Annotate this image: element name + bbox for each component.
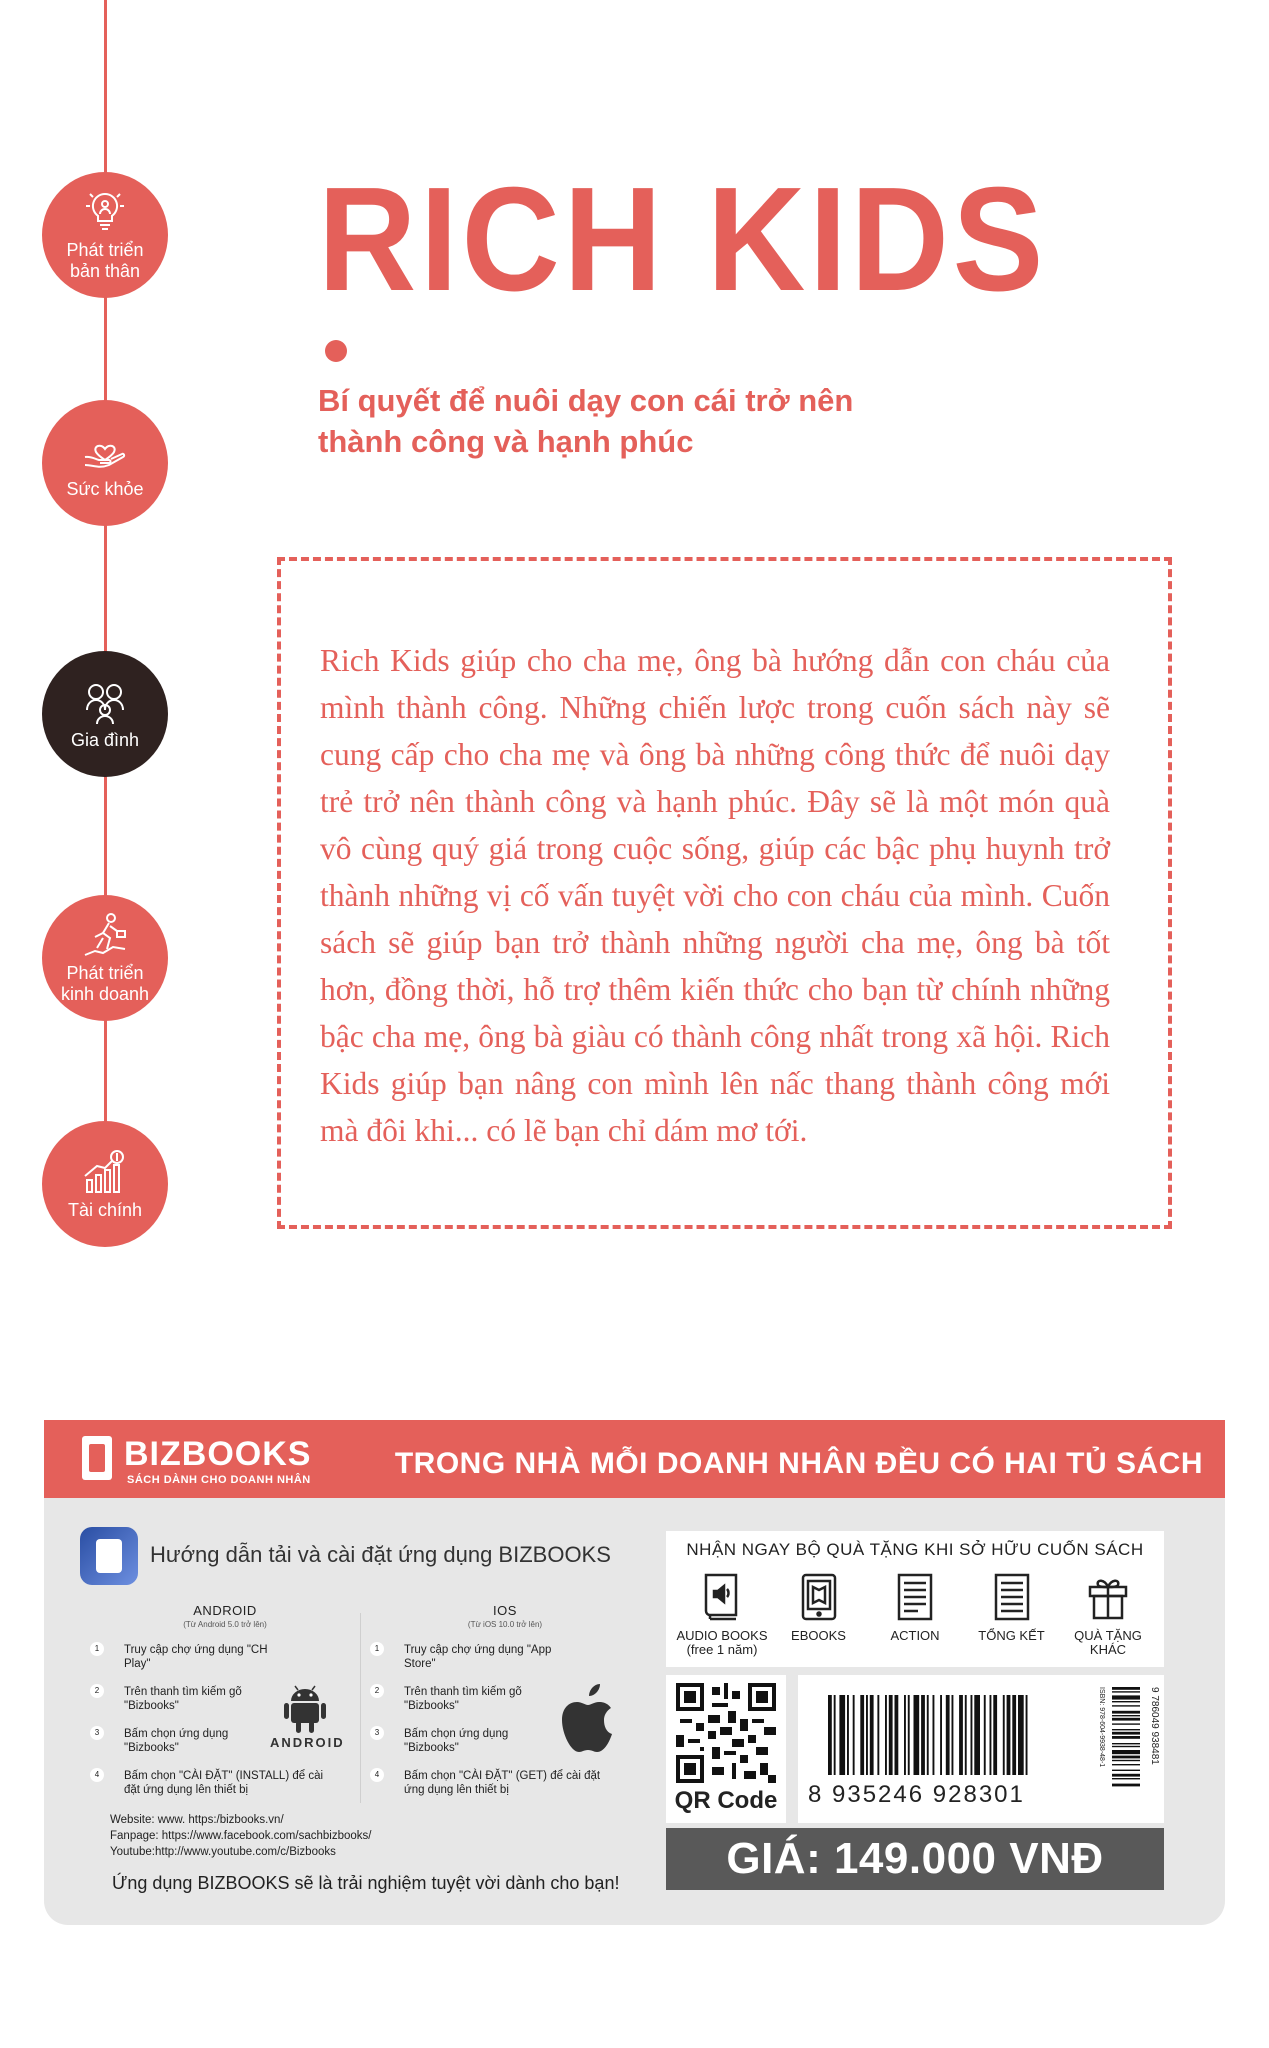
android-robot-icon <box>282 1683 328 1735</box>
isbn-bar <box>1112 1729 1140 1730</box>
android-step: 3 Bấm chọn ứng dụng "Bizbooks" <box>90 1727 280 1755</box>
ios-step: 2 Trên thanh tìm kiếm gõ "Bizbooks" <box>370 1685 560 1713</box>
book-subtitle: Bí quyết để nuôi dạy con cái trở nên thành công và hạnh phúc <box>318 383 854 459</box>
gift-item-summary <box>964 1571 1060 1657</box>
gift-item-audiobooks <box>674 1571 770 1657</box>
running-businessman-icon <box>81 911 129 959</box>
ios-step: 3 Bấm chọn ứng dụng "Bizbooks" <box>370 1727 560 1755</box>
isbn-digits: 9 786049 938481 <box>1149 1687 1160 1765</box>
barcode-bar <box>952 1695 954 1775</box>
isbn-bar <box>1112 1732 1140 1735</box>
isbn-bar <box>1112 1718 1140 1721</box>
barcode-bar <box>946 1695 950 1775</box>
youtube-link[interactable]: Youtube:http://www.youtube.com/c/Bizbooks <box>110 1846 336 1858</box>
isbn-bar <box>1112 1750 1140 1754</box>
price-bar <box>666 1828 1164 1890</box>
category-label: Phát triển bản thân <box>66 240 144 281</box>
android-title: ANDROID <box>193 1603 257 1618</box>
category-finance <box>42 1121 168 1247</box>
barcode-bar <box>895 1695 899 1775</box>
barcode-bar <box>959 1695 963 1775</box>
qr-code-icon[interactable] <box>676 1683 776 1783</box>
isbn-bar <box>1112 1760 1140 1761</box>
bizbooks-app-icon <box>80 1527 138 1585</box>
isbn-bar <box>1112 1770 1140 1771</box>
isbn-bar <box>1112 1784 1140 1787</box>
family-icon <box>81 678 129 726</box>
barcode-bar <box>914 1695 920 1775</box>
barcode-bar <box>908 1695 910 1775</box>
barcode-bar <box>904 1695 906 1775</box>
brand-name: BIZBOOKS <box>124 1435 312 1473</box>
isbn-bar <box>1112 1756 1140 1759</box>
gift-label: QUÀ TẶNG KHÁC <box>1074 1628 1142 1657</box>
barcode-bar <box>870 1695 874 1775</box>
gift-label: TỔNG KẾT <box>978 1628 1045 1643</box>
barcode-bar <box>877 1695 879 1775</box>
barcode-bar <box>853 1695 855 1775</box>
android-logo <box>270 1683 345 1750</box>
ebook-icon <box>797 1571 841 1623</box>
summary-document-icon <box>990 1571 1034 1623</box>
barcode-bar <box>889 1695 893 1775</box>
barcode-bar <box>921 1695 925 1775</box>
barcode-bar <box>1003 1695 1005 1775</box>
apple-icon <box>558 1680 624 1756</box>
barcode-bar <box>933 1695 935 1775</box>
isbn-bar <box>1112 1715 1140 1716</box>
barcode-bar <box>971 1695 973 1775</box>
isbn-bar <box>1112 1711 1140 1714</box>
barcode-bar <box>1007 1695 1011 1775</box>
barcode-bar <box>828 1695 832 1775</box>
barcode-bar <box>866 1695 868 1775</box>
android-wordmark: ANDROID <box>270 1735 345 1750</box>
brand-tagline: SÁCH DÀNH CHO DOANH NHÂN <box>127 1474 311 1486</box>
heart-hand-icon <box>81 427 129 475</box>
barcode-bar <box>927 1695 929 1775</box>
barcode-bar <box>1018 1695 1024 1775</box>
gift-items <box>674 1571 1156 1657</box>
bizbooks-logo-icon <box>82 1436 112 1480</box>
isbn-bar <box>1112 1695 1140 1699</box>
barcode-bar <box>990 1695 992 1775</box>
isbn-bar <box>1112 1687 1140 1690</box>
category-label: Tài chính <box>67 1199 143 1220</box>
gift-label: EBOOKS <box>791 1628 846 1643</box>
barcode-digits: 8 935246 928301 <box>808 1781 1025 1808</box>
qr-code-box <box>666 1675 786 1823</box>
isbn-bar <box>1112 1701 1140 1702</box>
isbn-bar <box>1112 1705 1140 1706</box>
barcode-bar <box>965 1695 967 1775</box>
publisher-links <box>110 1812 371 1860</box>
action-document-icon <box>893 1571 937 1623</box>
isbn-bar <box>1112 1743 1140 1744</box>
gift-title: NHẬN NGAY BỘ QUÀ TẶNG KHI SỞ HỮU CUỐN SÁCH <box>686 1540 1144 1559</box>
isbn-bar <box>1112 1691 1140 1692</box>
ios-step: 4 Bấm chọn "CÀI ĐẶT" (GET) để cài đặt ứng dụng lên thiết bị <box>370 1769 620 1797</box>
android-step: 1 Truy cập chợ ứng dụng "CH Play" <box>90 1643 280 1671</box>
lightbulb-person-icon <box>81 188 129 236</box>
android-step: 2 Trên thanh tìm kiếm gõ "Bizbooks" <box>90 1685 280 1713</box>
barcode-bar <box>885 1695 887 1775</box>
isbn-bar <box>1112 1746 1140 1747</box>
isbn-bar <box>1112 1778 1140 1779</box>
category-self-development <box>42 172 168 298</box>
isbn-barcode <box>1094 1683 1160 1819</box>
barcode-box <box>798 1675 1164 1823</box>
app-note: Ứng dụng BIZBOOKS sẽ là trải nghiệm tuyệt vời dành cho bạn! <box>112 1873 620 1893</box>
android-min-version: (Từ Android 5.0 trở lên) <box>183 1620 267 1629</box>
category-health <box>42 400 168 526</box>
gift-item-other <box>1060 1571 1156 1657</box>
book-description: Rich Kids giúp cho cha mẹ, ông bà hướng dẫn con cháu của mình thành công. Những chiến lược trong cuốn sách này sẽ cung cấp cho cha mẹ và ông bà những công thức để nuôi dạy trẻ trở nên thành công và hạnh phúc. Đây sẽ là một món quà vô cùng quý giá trong cuộc sống, giúp các bậc phụ huynh trở thành những vị cố vấn tuyệt vời cho con cháu của mình. Cuốn sách sẽ giúp bạn trở thành những người cha mẹ, ông bà tốt hơn, đồng thời, hỗ trợ thêm kiến thức cho bạn từ chính những bậc cha mẹ, ông bà giàu có thành công nhất trong xã hội. Rich Kids giúp bạn nâng con mình lên nấc thang thành công mới mà đôi khi... có lẽ bạn chỉ dám mơ tới. <box>320 643 1110 1148</box>
barcode-bar <box>834 1695 836 1775</box>
apple-logo <box>558 1680 624 1761</box>
price-text: GIÁ: 149.000 VNĐ <box>726 1834 1104 1883</box>
ios-min-version: (Từ iOS 10.0 trở lên) <box>467 1620 543 1629</box>
category-label: Gia đình <box>70 729 140 750</box>
os-divider <box>360 1613 361 1803</box>
barcode-bar <box>847 1695 849 1775</box>
gift-label: AUDIO BOOKS (free 1 năm) <box>676 1628 768 1657</box>
brand-slogan: TRONG NHÀ MỖI DOANH NHÂN ĐỀU CÓ HAI TỦ SÁCH <box>394 1447 1203 1480</box>
barcode-bar <box>1026 1695 1028 1775</box>
audiobook-icon <box>700 1571 744 1623</box>
gift-box <box>666 1531 1164 1667</box>
fanpage-link[interactable]: Fanpage: https://www.facebook.com/sachbizbooks/ <box>110 1830 372 1842</box>
android-step: 4 Bấm chọn "CÀI ĐẶT" (INSTALL) để cài đặt ứng dụng lên thiết bị <box>90 1769 340 1797</box>
isbn-barcode-bars <box>1094 1683 1160 1819</box>
qr-code-label: QR Code <box>674 1787 778 1814</box>
barcode-bar <box>940 1695 942 1775</box>
book-title: RICH KIDS <box>318 157 1048 322</box>
gift-label: ACTION <box>890 1628 940 1643</box>
ios-title: IOS <box>493 1603 517 1618</box>
isbn-bar <box>1112 1774 1140 1777</box>
barcode-bar <box>984 1695 986 1775</box>
category-business-development <box>42 895 168 1021</box>
gift-icon <box>1086 1571 1130 1623</box>
isbn-bar <box>1112 1723 1140 1724</box>
barcode-bars <box>828 1695 1082 1775</box>
category-family <box>42 651 168 777</box>
gift-item-action <box>867 1571 963 1657</box>
finance-chart-icon <box>81 1148 129 1196</box>
category-label: Phát triển kinh doanh <box>60 963 150 1004</box>
barcode-bar <box>860 1695 864 1775</box>
gift-item-ebooks <box>771 1571 867 1657</box>
barcode-bar <box>1012 1695 1016 1775</box>
isbn-bar <box>1112 1736 1140 1739</box>
barcode-bar <box>993 1695 997 1775</box>
title-dot-decoration <box>325 340 347 362</box>
ios-step: 1 Truy cập chợ ứng dụng "App Store" <box>370 1643 560 1671</box>
install-guide-title: Hướng dẫn tải và cài đặt ứng dụng BIZBOOKS <box>150 1542 611 1567</box>
isbn-text: ISBN: 978-604-9938-48-1 <box>1098 1687 1105 1768</box>
website-link[interactable]: Website: www. https:/bizbooks.vn/ <box>110 1814 284 1826</box>
category-label: Sức khỏe <box>66 478 144 499</box>
barcode-bar <box>974 1695 980 1775</box>
isbn-bar <box>1112 1764 1140 1765</box>
barcode-bar <box>839 1695 845 1775</box>
